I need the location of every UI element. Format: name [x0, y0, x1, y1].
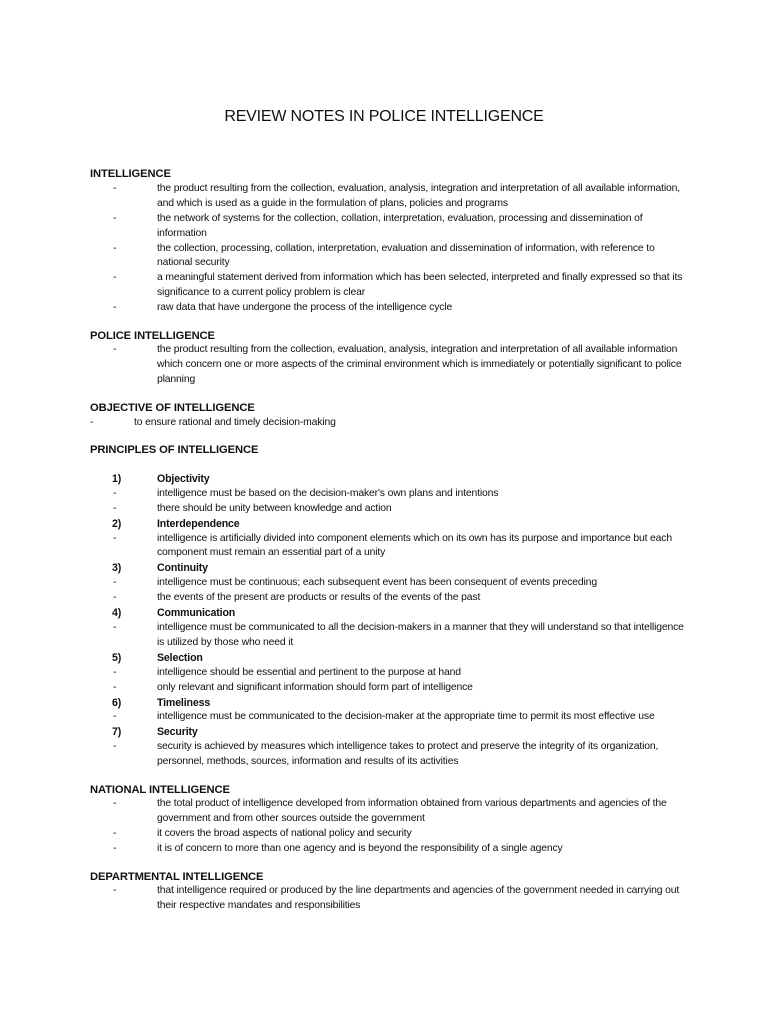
- list-item: [90, 842, 690, 857]
- principle-name: Interdependence: [157, 517, 240, 530]
- section-police-intelligence: [90, 329, 690, 389]
- document-title: REVIEW NOTES IN POLICE INTELLIGENCE: [224, 108, 544, 125]
- section-heading: OBJECTIVE OF INTELLIGENCE: [90, 401, 255, 414]
- list-item-text: intelligence must be continuous; each subsequent event has been consequent of events preceding: [157, 577, 597, 589]
- list-item: [90, 576, 690, 591]
- principle-heading: [90, 517, 690, 532]
- section-departmental-intelligence: [90, 870, 690, 915]
- list-item: [90, 502, 690, 517]
- dash-bullet: -: [113, 711, 117, 723]
- list-item-text: intelligence must be communicated to all the decision-makers in a manner that they will understand so that intelligence is utilized by those who need it: [157, 621, 684, 648]
- list-item: [90, 343, 690, 388]
- list-item-text: the total product of intelligence developed from information obtained from various departments and agencies of the government and from other sources outside the government: [157, 798, 667, 825]
- list-item: [90, 827, 690, 842]
- principle-number: 6): [112, 696, 122, 709]
- dash-bullet: -: [113, 577, 117, 589]
- principle-name: Continuity: [157, 562, 208, 575]
- list-item: [90, 301, 690, 316]
- principle-name: Security: [157, 726, 198, 739]
- dash-bullet: -: [113, 666, 117, 678]
- list-item-text: intelligence is artificially divided into component elements which on its own has its purpose and importance but each component must remain an essential part of a unity: [157, 532, 672, 559]
- list-item: [90, 487, 690, 502]
- principle-heading: [90, 561, 690, 576]
- section-heading: INTELLIGENCE: [90, 168, 171, 180]
- principle-name: Communication: [157, 607, 236, 620]
- principle-heading: [90, 606, 690, 621]
- list-item-text: the collection, processing, collation, interpretation, evaluation and dissemination of information, with reference to national security: [157, 242, 655, 269]
- dash-bullet: -: [113, 621, 117, 633]
- list-item: [90, 666, 690, 681]
- principle-number: 7): [112, 726, 122, 739]
- list-item: [90, 621, 690, 651]
- list-item-text: raw data that have undergone the process of the intelligence cycle: [157, 302, 453, 314]
- list-item-text: the events of the present are products or results of the events of the past: [157, 592, 481, 604]
- list-item-text: it is of concern to more than one agency and is beyond the responsibility of a single agency: [157, 843, 563, 855]
- list-item-text: a meaningful statement derived from information which has been selected, interpreted and finally expressed so that its significance to a current policy problem is clear: [157, 272, 683, 299]
- dash-bullet: -: [113, 272, 117, 284]
- dash-bullet: -: [113, 828, 117, 840]
- list-item: [90, 532, 690, 562]
- section-heading: PRINCIPLES OF INTELLIGENCE: [90, 444, 259, 456]
- dash-bullet: -: [113, 798, 117, 810]
- list-item-text: intelligence must be based on the decision-maker's own plans and intentions: [157, 487, 499, 499]
- list-item: [90, 591, 690, 606]
- dash-bullet: -: [113, 681, 117, 693]
- principle-heading: [90, 696, 690, 711]
- dash-bullet: -: [113, 302, 117, 314]
- principle-heading: [90, 651, 690, 666]
- section-heading: POLICE INTELLIGENCE: [90, 329, 215, 342]
- principle-number: 4): [112, 607, 122, 620]
- principle-number: 2): [112, 517, 122, 530]
- dash-bullet: -: [113, 182, 117, 194]
- list-item-text: that intelligence required or produced by the line departments and agencies of the government needed in carrying out their respective mandates and responsibilities: [157, 885, 680, 912]
- list-item-text: intelligence should be essential and pertinent to the purpose at hand: [157, 666, 461, 678]
- list-item: [90, 416, 690, 431]
- principle-name: Objectivity: [157, 472, 210, 485]
- list-item-text: it covers the broad aspects of national policy and security: [157, 828, 412, 840]
- dash-bullet: -: [113, 843, 117, 855]
- list-item-text: intelligence must be communicated to the decision-maker at the appropriate time to permit its most effective use: [157, 711, 655, 723]
- dash-bullet: -: [113, 344, 117, 356]
- list-item: [90, 740, 690, 770]
- list-item-text: the product resulting from the collection, evaluation, analysis, integration and interpretation of all available information, and which is used as a guide in the formulation of plans, policies and programs: [157, 182, 681, 209]
- dash-bullet: -: [113, 592, 117, 604]
- list-item: [90, 242, 690, 272]
- dash-bullet: -: [90, 416, 94, 428]
- section-objective-of-intelligence: [90, 401, 690, 431]
- section-intelligence: [90, 167, 690, 316]
- list-item-text: there should be unity between knowledge and action: [157, 502, 392, 514]
- principle-number: 1): [112, 472, 122, 485]
- dash-bullet: -: [113, 487, 117, 499]
- dash-bullet: -: [113, 212, 117, 224]
- dash-bullet: -: [113, 885, 117, 897]
- list-item: [90, 271, 690, 301]
- list-item: [90, 681, 690, 696]
- section-national-intelligence: [90, 783, 690, 858]
- list-item-text: to ensure rational and timely decision-making: [134, 416, 336, 428]
- dash-bullet: -: [113, 242, 117, 254]
- dash-bullet: -: [113, 532, 117, 544]
- principle-number: 5): [112, 651, 122, 664]
- principle-name: Selection: [157, 651, 203, 664]
- principle-heading: [90, 472, 690, 487]
- dash-bullet: -: [113, 741, 117, 753]
- section-heading: NATIONAL INTELLIGENCE: [90, 783, 230, 796]
- principle-number: 3): [112, 562, 122, 575]
- list-item: [90, 182, 690, 212]
- list-item: [90, 212, 690, 242]
- dash-bullet: -: [113, 502, 117, 514]
- section-principles-of-intelligence: [90, 443, 690, 770]
- list-item: [90, 710, 690, 725]
- list-item-text: only relevant and significant information should form part of intelligence: [157, 681, 473, 693]
- list-item-text: security is achieved by measures which intelligence takes to protect and preserve the integrity of its organization, personnel, methods, sources, information and results of its activities: [157, 741, 659, 768]
- list-item-text: the product resulting from the collection, evaluation, analysis, integration and interpretation of all available information which concern one or more aspects of the criminal environment which is immediately or potentially significant to police planning: [157, 344, 682, 386]
- section-heading: DEPARTMENTAL INTELLIGENCE: [90, 870, 264, 883]
- principle-heading: [90, 725, 690, 740]
- document-body: [90, 167, 690, 927]
- principle-name: Timeliness: [157, 696, 211, 709]
- list-item: [90, 884, 690, 914]
- list-item: [90, 797, 690, 827]
- list-item-text: the network of systems for the collection, collation, interpretation, evaluation, processing and dissemination of information: [157, 212, 643, 239]
